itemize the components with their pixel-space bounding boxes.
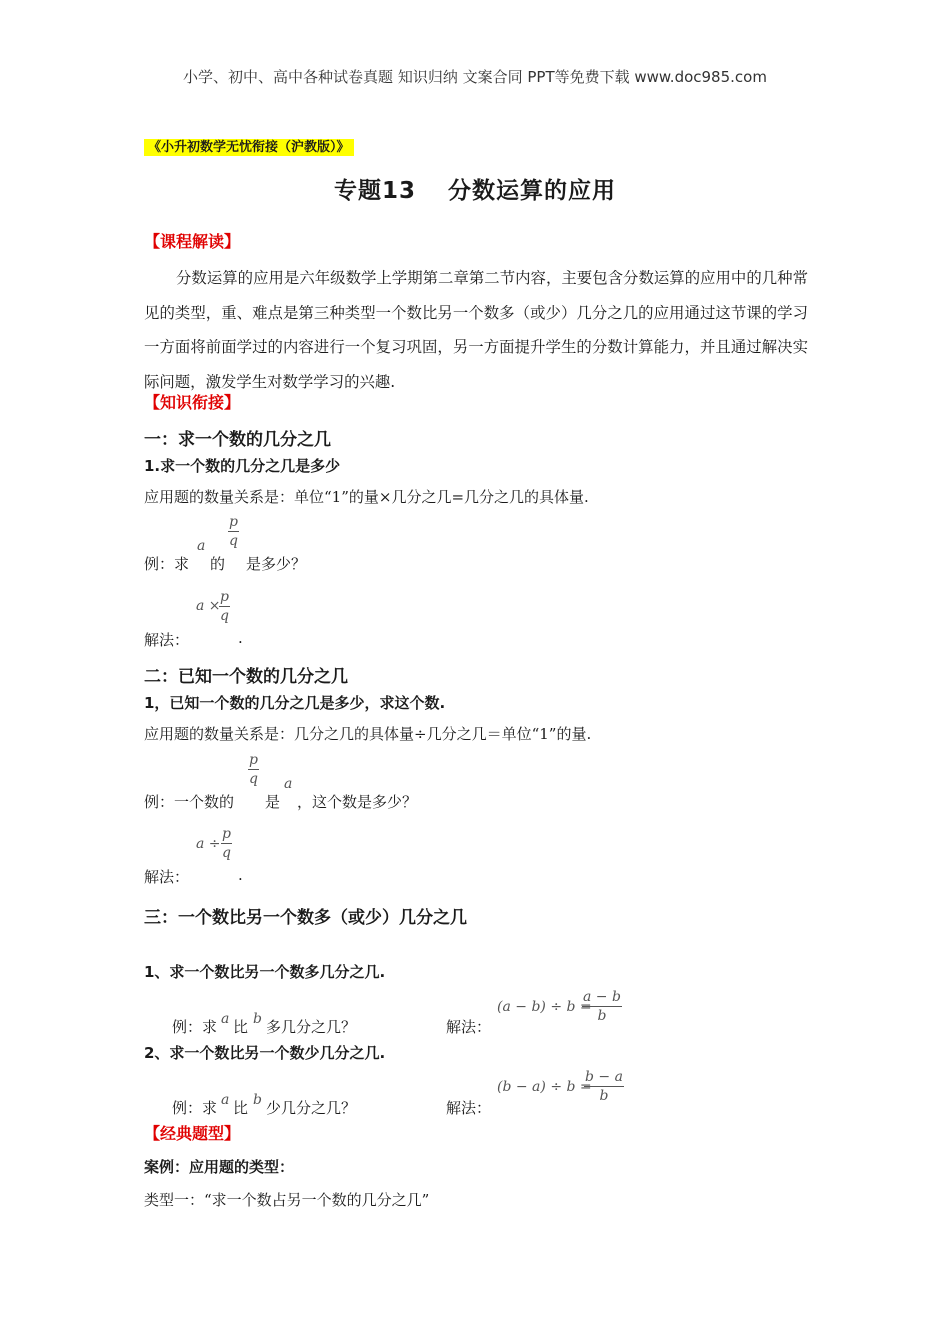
part3-solution2-expr: (b − a) ÷ b = — [497, 1079, 592, 1095]
fraction-denominator: q — [249, 771, 258, 787]
fraction-numerator: b − a — [585, 1069, 623, 1085]
fraction-denominator: b — [597, 1008, 607, 1024]
part1-fraction — [228, 514, 239, 549]
part2-period: . — [238, 866, 243, 884]
part1-solution-op: a × — [196, 598, 221, 614]
page-header: 小学、初中、高中各种试卷真题 知识归纳 文案合同 PPT等免费下载 www.doc985.com — [183, 68, 767, 86]
part3-example1-mid: 比 — [233, 1018, 249, 1036]
part3-example2-var-b: b — [253, 1092, 262, 1108]
part3-solution2-fraction — [584, 1069, 624, 1104]
fraction-bar — [582, 1006, 622, 1007]
part1-solution-fraction — [219, 589, 230, 624]
part1-period: . — [238, 629, 243, 647]
fraction-bar — [248, 769, 259, 770]
part2-fraction — [248, 752, 259, 787]
part2-solution-fraction — [221, 826, 232, 861]
section-course: 【课程解读】 — [144, 232, 241, 251]
fraction-bar — [228, 531, 239, 532]
fraction-numerator: p — [229, 514, 238, 530]
part2-example-mid: 是 — [265, 793, 281, 811]
fraction-numerator: p — [249, 752, 258, 768]
part3-example2-pre: 例：求 — [172, 1099, 218, 1117]
case-heading: 案例：应用题的类型： — [144, 1158, 295, 1176]
section-classic: 【经典题型】 — [144, 1124, 241, 1143]
part1-example-pre: 例：求 — [144, 555, 190, 573]
part3-heading: 三：一个数比另一个数多（或少）几分之几 — [144, 908, 467, 928]
fraction-denominator: b — [599, 1088, 609, 1104]
part3-solution2-label: 解法： — [446, 1099, 492, 1117]
part2-example-pre: 例：一个数的 — [144, 793, 235, 811]
part3-solution1-label: 解法： — [446, 1018, 492, 1036]
fraction-numerator: p — [222, 826, 231, 842]
part3-example2-var-a: a — [221, 1092, 230, 1108]
part3-example2-post: 少几分之几？ — [266, 1099, 357, 1117]
part3-example1-pre: 例：求 — [172, 1018, 218, 1036]
fraction-denominator: q — [222, 845, 231, 861]
part2-subheading: 1，已知一个数的几分之几是多少，求这个数. — [144, 694, 446, 712]
fraction-numerator: p — [220, 589, 229, 605]
intro-paragraph — [144, 261, 808, 399]
part2-example-post: ，这个数是多少？ — [297, 793, 418, 811]
fraction-denominator: q — [229, 533, 238, 549]
fraction-bar — [221, 843, 232, 844]
part2-heading: 二：已知一个数的几分之几 — [144, 667, 348, 687]
section-knowledge: 【知识衔接】 — [144, 393, 241, 412]
case-type1: 类型一：“求一个数占另一个数的几分之几” — [144, 1191, 430, 1209]
series-tag: 《小升初数学无忧衔接（沪教版）》 — [144, 139, 354, 156]
part3-subheading-less: 2、求一个数比另一个数少几分之几. — [144, 1044, 386, 1062]
part2-solution-label: 解法： — [144, 868, 190, 886]
part3-example1-var-a: a — [221, 1011, 230, 1027]
fraction-bar — [219, 606, 230, 607]
part1-example-mid: 的 — [210, 555, 226, 573]
part2-relation: 应用题的数量关系是：几分之几的具体量÷几分之几＝单位“1”的量. — [144, 725, 592, 743]
part1-heading: 一：求一个数的几分之几 — [144, 430, 331, 450]
intro-text: 分数运算的应用是六年级数学上学期第二章第二节内容，主要包含分数运算的应用中的几种常见的类型，重、难点是第三种类型一个数比另一个数多（或少）几分之几的应用通过这节课的学习一方面将前面学过的内容进行一个复习巩固，另一方面提升学生的分数计算能力，并且通过解决实际问题，激发学生对数学学习的兴趣. — [144, 269, 808, 391]
part3-example2-mid: 比 — [233, 1099, 249, 1117]
part2-solution-op: a ÷ — [196, 836, 221, 852]
part3-subheading-more: 1、求一个数比另一个数多几分之几. — [144, 963, 386, 981]
part3-solution1-fraction — [582, 989, 622, 1024]
fraction-denominator: q — [220, 608, 229, 624]
part2-var-a: a — [284, 776, 293, 792]
part1-relation: 应用题的数量关系是：单位“1”的量×几分之几=几分之几的具体量. — [144, 488, 589, 506]
title-number: 专题13 — [333, 178, 416, 204]
part1-var-a: a — [197, 538, 206, 554]
part1-subheading: 1.求一个数的几分之几是多少 — [144, 457, 341, 475]
fraction-numerator: a − b — [583, 989, 621, 1005]
part1-example-post: 是多少？ — [246, 555, 307, 573]
fraction-bar — [584, 1086, 624, 1087]
part3-solution1-expr: (a − b) ÷ b = — [497, 999, 592, 1015]
title-name: 分数运算的应用 — [448, 178, 616, 204]
part1-solution-label: 解法： — [144, 631, 190, 649]
page-title — [0, 172, 950, 205]
part3-example1-var-b: b — [253, 1011, 262, 1027]
part3-example1-post: 多几分之几？ — [266, 1018, 357, 1036]
